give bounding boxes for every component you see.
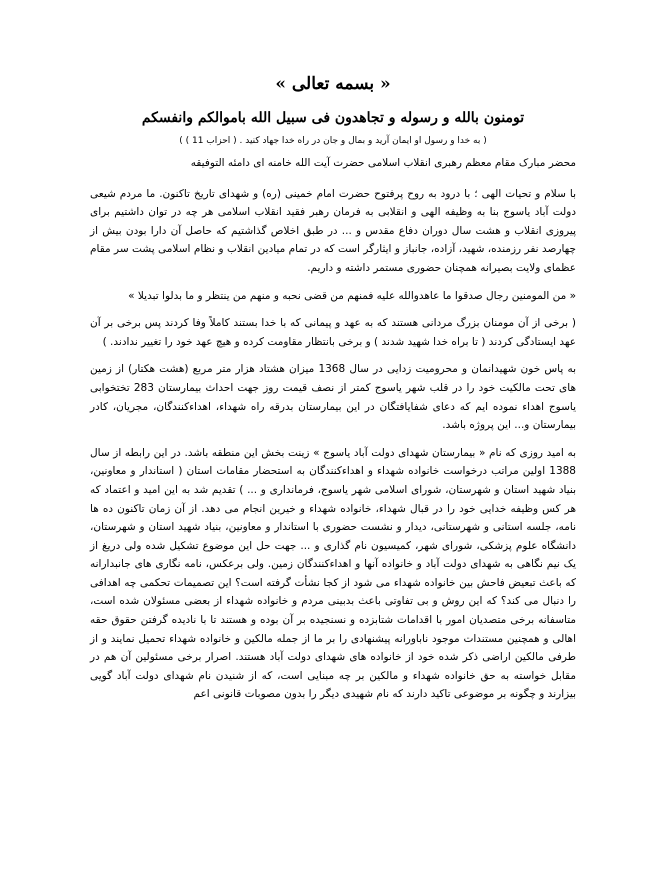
paragraph-intro: با سلام و تحیات الهی ؛ با درود به روح پرفتوح حضرت امام خمینی (ره) و شهدای تاریخ تاکنون. ما مردم شیعی دولت آباد یاسوج بنا به وظیفه الهی و انقلابی به فرمان رهبر فقید انقلاب اسلامی هر چه در توان داشتیم برای پیروزی انقلاب و هشت سال دوران دفاع مقدس و ... در طبق اخلاص گذاشتیم که حاصل آن دارا بودن بیش از چهارصد نفر رزمنده، شهید، آزاده، جانباز و ایثارگر است که در تمام میادین انقلاب و نظام اسلامی پشت سر مقام عظمای ولایت بصیرانه همچنان حضوری مستمر داشته و داریم. (90, 187, 576, 274)
salutation-line: محضر مبارک مقام معظم رهبری انقلاب اسلامی حضرت آیت الله خامنه ای دامئه التوفیقه (190, 157, 576, 169)
paragraph-arabic-verse: « من المومنین رجال صدقوا ما عاهدوالله علیه فمنهم من قضی نحبه و منهم من ینتظر و ما بدلوا تبدیلا » (128, 289, 576, 302)
paragraph-hospital-donation: به پاس خون شهیدانمان و محرومیت زدایی در سال 1368 میزان هشتاد هزار متر مربع (هشت هکتار) از زمین های تحت مالکیت خود را در قلب شهر یاسوج کمتر از نصف قیمت روز جهت احداث بیمارستان 283 تختخوابی یاسوج اهداء نموده ایم که دعای شفایافتگان در این بیمارستان بدرقه راه شهداء، اهداءکنندگان، مجریان، کادر بیمارستان و... این پروژه باشد. (90, 363, 576, 432)
paragraph-naming-request: به امید روزی که نام « بیمارستان شهدای دولت آباد یاسوج » زینت بخش این منطقه باشد. در این رابطه از سال 1388 اولین مراتب درخواست خانواده شهداء و اهداءکنندگان به استحضار مقامات استان ( استاندار و معاونین، بنیاد شهید استان و شهرستان، شورای اسلامی شهر یاسوج، فرمانداری و ... ) تقدیم شد به این امید و اعتماد که هر کس وظیفه خدایی خود را در قبال شهداء، خانواده شهداء و خیرین انجام می دهد. از آن زمان تاکنون ده ها نامه، جلسه استانی و شهرستانی، دیدار و نشست حضوری با استاندار و معاونین، بنیاد شهید استان و شهرستان، دانشگاه علوم پزشکی، شورای شهر، کمیسیون نام گذاری و ... جهت حل این موضوع تشکیل شده ولی دریغ از یک نیم نگاهی به شهدای دولت آباد و خانواده آنها و اهداءکنندگان زمین. ولی برعکس، نامه نگاری های جانبدارانه که باعث تبعیض فاحش بین خانواده شهداء می شود از کجا نشأت گرفته است؟ این تصمیمات تحکمی چه اهدافی را دنبال می کند؟ که این روش و بی تفاوتی باعث بدبینی مردم و خانواده شهداء از بعضی مسئولان شده است، متاسفانه برخی متصدیان امور با اقدامات شتابزده و نسنجیده بر آن بوده و هستند تا با نادیده گرفتن حقوق حقه اهالی و همچنین مستندات موجود ناباورانه پیشنهادی را بر ما از جمله مالکین و خانواده شهداء تحمیل نمایند و از طرفی مالکین اراضی ذکر شده خود از خانواده های شهدای دولت آباد هستند. اصرار برخی مسئولین آن هم در مقابل خواسته به حق خانواده شهداء و مالکین بر چه مبنایی است، که از شنیدن نام شهدای دولت آباد گویی بیزارند و چگونه بر موضوعی تاکید دارند که نام شهیدی دیگر را بدون مصوبات قانونی اعم (90, 446, 576, 701)
verse-translation: ( به خدا و رسول او ایمان آرید و بمال و جان در راه خدا جهاد کنید . ( احزاب 11 ) ) (179, 136, 487, 146)
document-title: « بسمه تعالی » (275, 74, 391, 94)
paragraph-verse-translation: ( برخی از آن مومنان بزرگ مردانی هستند که به عهد و پیمانی که با خدا بستند کاملاً وفا کردند پس برخی بر آن عهد ایستادگی کردند ( تا براه خدا شهید شدند ) و برخی بانتظار مقاومت کرده و هیچ عهد خود را تغییر ندادند. ) (90, 317, 576, 348)
quran-verse: تومنون بالله و رسوله و تجاهدون فی سبیل الله باموالکم وانفسکم (141, 110, 525, 126)
